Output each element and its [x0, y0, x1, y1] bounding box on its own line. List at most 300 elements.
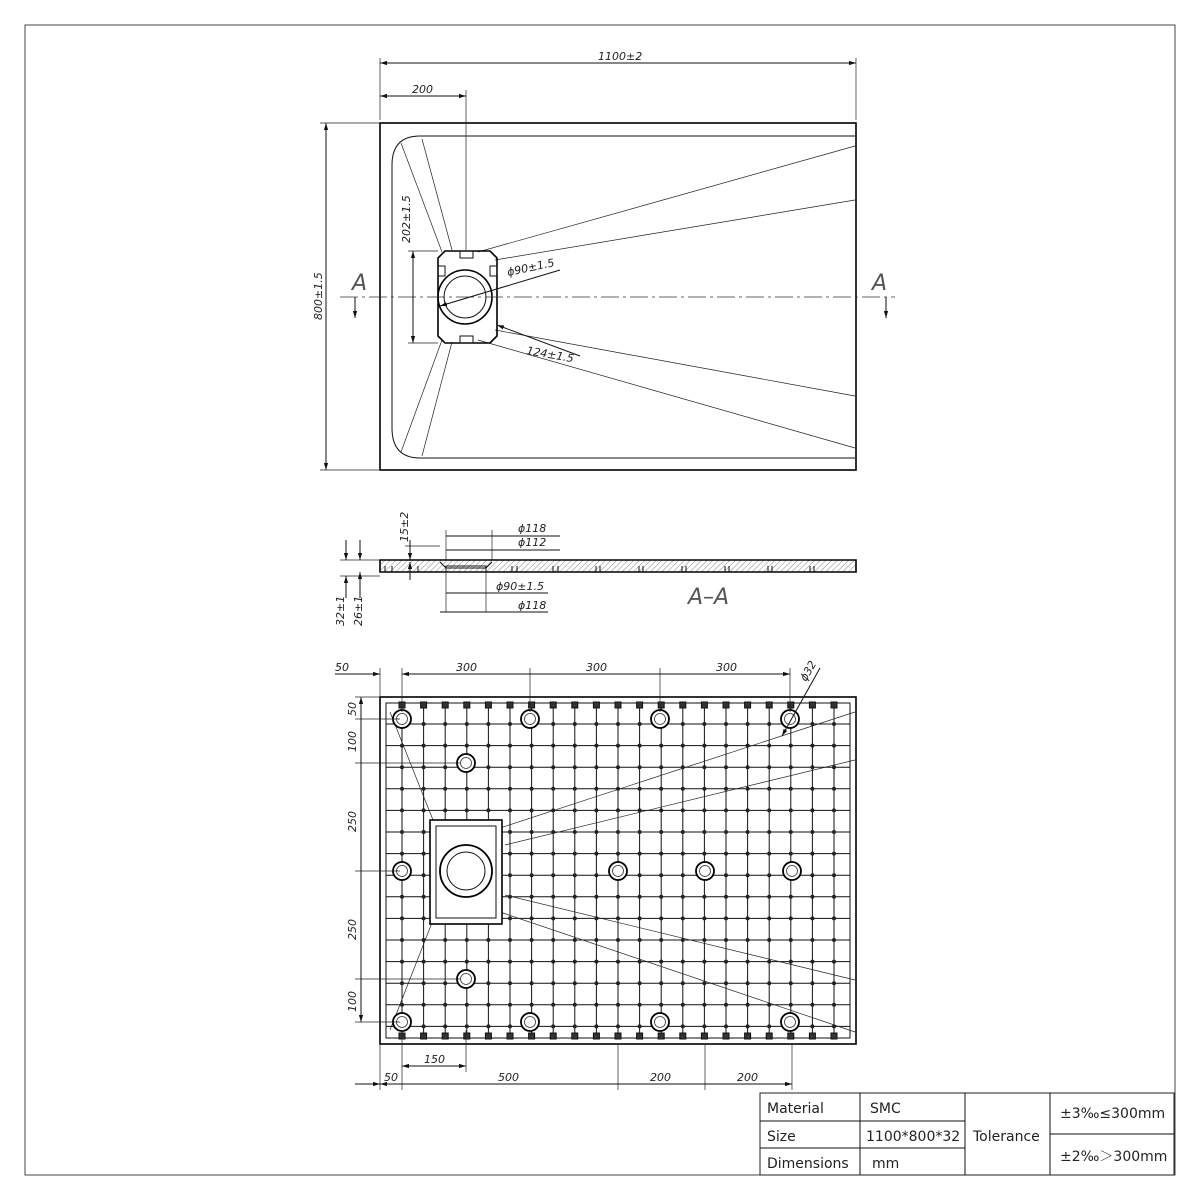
rib-node — [486, 938, 490, 942]
svg-text:ϕ90±1.5: ϕ90±1.5 — [505, 256, 556, 279]
rib-node — [810, 1024, 814, 1028]
edge-boss — [464, 1033, 470, 1039]
rib-node — [659, 830, 663, 834]
edge-boss — [745, 702, 751, 708]
rib-node — [746, 765, 750, 769]
rib-node — [508, 852, 512, 856]
rib-node — [422, 765, 426, 769]
rib-node — [659, 873, 663, 877]
rib-node — [681, 787, 685, 791]
rib-node — [530, 787, 534, 791]
rib-node — [530, 808, 534, 812]
sheet-border — [25, 25, 1175, 1175]
svg-text:32±1: 32±1 — [334, 595, 347, 626]
rib-node — [616, 1024, 620, 1028]
rib-node — [443, 938, 447, 942]
rib-node — [767, 744, 771, 748]
svg-text:ϕ112: ϕ112 — [518, 536, 547, 549]
rib-node — [724, 830, 728, 834]
rib-node — [767, 895, 771, 899]
rib-node — [400, 808, 404, 812]
rib-node — [573, 895, 577, 899]
rib-node — [810, 981, 814, 985]
rib-node — [422, 722, 426, 726]
rib-node — [767, 765, 771, 769]
rib-node — [400, 765, 404, 769]
rib-node — [832, 938, 836, 942]
edge-boss — [550, 1033, 556, 1039]
edge-boss — [831, 702, 837, 708]
rib-node — [594, 938, 598, 942]
rib-node — [530, 981, 534, 985]
rib-node — [616, 765, 620, 769]
dim-drain-offset — [380, 83, 466, 250]
rib-node — [638, 938, 642, 942]
rib-node — [616, 1003, 620, 1007]
svg-text:1100±2: 1100±2 — [598, 50, 643, 63]
rib-node — [465, 787, 469, 791]
rib-node — [422, 1003, 426, 1007]
rib-node — [400, 830, 404, 834]
rib-node — [724, 1024, 728, 1028]
edge-boss — [723, 702, 729, 708]
rib-node — [594, 830, 598, 834]
rib-node — [724, 895, 728, 899]
rib-node — [400, 895, 404, 899]
edge-boss — [593, 702, 599, 708]
rib-node — [573, 744, 577, 748]
rib-node — [486, 981, 490, 985]
rib-node — [832, 808, 836, 812]
rib-node — [573, 1024, 577, 1028]
dim-height-26 — [352, 540, 365, 626]
rib-node — [767, 830, 771, 834]
edge-boss — [421, 1033, 427, 1039]
svg-text:300: 300 — [586, 661, 607, 674]
rib-node — [400, 787, 404, 791]
svg-text:26±1: 26±1 — [352, 595, 365, 626]
rib-node — [530, 938, 534, 942]
rib-node — [638, 960, 642, 964]
rib-node — [508, 916, 512, 920]
rib-node — [486, 1024, 490, 1028]
edge-boss — [637, 1033, 643, 1039]
rib-node — [702, 1024, 706, 1028]
tray-outline — [380, 123, 856, 470]
rib-node — [724, 744, 728, 748]
rib-node — [724, 1003, 728, 1007]
rib-node — [832, 873, 836, 877]
rib-node — [767, 852, 771, 856]
rib-node — [746, 981, 750, 985]
rib-node — [702, 1003, 706, 1007]
rib-node — [638, 744, 642, 748]
rib-node — [789, 916, 793, 920]
section-mark-left: A — [352, 271, 368, 296]
rib-node — [486, 1003, 490, 1007]
rib-node — [681, 981, 685, 985]
material-label: Material — [767, 1101, 824, 1117]
rib-node — [724, 722, 728, 726]
rib-node — [724, 787, 728, 791]
svg-text:150: 150 — [424, 1053, 445, 1066]
svg-text:ϕ32: ϕ32 — [797, 658, 820, 684]
rib-node — [551, 722, 555, 726]
rib-node — [681, 722, 685, 726]
rib-node — [422, 830, 426, 834]
rib-node — [681, 852, 685, 856]
rib-node — [702, 960, 706, 964]
size-label: Size — [767, 1129, 796, 1145]
rib-node — [832, 981, 836, 985]
tolerance-large: ±2‰＞300mm — [1060, 1149, 1168, 1165]
rib-node — [789, 960, 793, 964]
rib-node — [810, 744, 814, 748]
rib-node — [551, 1024, 555, 1028]
rib-node — [810, 960, 814, 964]
rib-node — [508, 1024, 512, 1028]
edge-boss — [529, 1033, 535, 1039]
rib-node — [594, 895, 598, 899]
rib-node — [594, 1003, 598, 1007]
rib-node — [508, 938, 512, 942]
rib-node — [832, 895, 836, 899]
rib-node — [659, 960, 663, 964]
rib-node — [573, 787, 577, 791]
rib-node — [551, 938, 555, 942]
rib-node — [508, 1003, 512, 1007]
edge-boss — [421, 702, 427, 708]
svg-text:100: 100 — [346, 731, 359, 752]
rib-node — [422, 895, 426, 899]
rib-node — [486, 808, 490, 812]
bottom-drain-block — [430, 820, 502, 924]
edge-boss — [809, 1033, 815, 1039]
rib-node — [659, 787, 663, 791]
rib-node — [486, 744, 490, 748]
rib-node — [810, 938, 814, 942]
rib-node — [659, 808, 663, 812]
rib-node — [789, 1003, 793, 1007]
rib-node — [659, 765, 663, 769]
rib-node — [746, 895, 750, 899]
rib-node — [422, 808, 426, 812]
rib-node — [638, 765, 642, 769]
rib-node — [810, 916, 814, 920]
rib-node — [530, 873, 534, 877]
rib-node — [594, 1024, 598, 1028]
rib-node — [810, 895, 814, 899]
rib-node — [573, 765, 577, 769]
edge-boss — [680, 1033, 686, 1039]
material-value: SMC — [870, 1101, 901, 1117]
rib-node — [465, 808, 469, 812]
rib-node — [832, 916, 836, 920]
rib-node — [551, 981, 555, 985]
edge-boss — [615, 1033, 621, 1039]
rib-node — [573, 873, 577, 877]
rib-node — [832, 787, 836, 791]
rib-node — [767, 960, 771, 964]
rib-node — [746, 830, 750, 834]
edge-boss — [464, 702, 470, 708]
rib-node — [551, 1003, 555, 1007]
rib-node — [465, 1024, 469, 1028]
rib-node — [551, 916, 555, 920]
svg-text:200: 200 — [650, 1071, 671, 1084]
rib-node — [681, 1003, 685, 1007]
rib-node — [702, 722, 706, 726]
rib-node — [638, 873, 642, 877]
rib-node — [832, 852, 836, 856]
edge-boss — [529, 702, 535, 708]
rib-node — [638, 787, 642, 791]
rib-node — [422, 916, 426, 920]
support-foot-hole — [781, 1013, 799, 1031]
rib-node — [594, 960, 598, 964]
rib-node — [573, 852, 577, 856]
rib-node — [443, 765, 447, 769]
rib-node — [810, 852, 814, 856]
rib-node — [832, 744, 836, 748]
rib-node — [767, 787, 771, 791]
rib-node — [443, 1003, 447, 1007]
rib-node — [551, 960, 555, 964]
rib-node — [422, 981, 426, 985]
rib-node — [551, 895, 555, 899]
edge-boss — [593, 1033, 599, 1039]
support-foot-hole — [609, 862, 627, 880]
rib-node — [594, 722, 598, 726]
rib-node — [638, 852, 642, 856]
rib-node — [746, 938, 750, 942]
rib-node — [508, 960, 512, 964]
rib-node — [659, 744, 663, 748]
dim-drain-box-height — [400, 195, 438, 343]
edge-boss — [788, 1033, 794, 1039]
support-foot-hole — [521, 1013, 539, 1031]
tolerance-label: Tolerance — [973, 1129, 1040, 1145]
rib-node — [789, 744, 793, 748]
rib-node — [616, 830, 620, 834]
rib-node — [530, 916, 534, 920]
dim-drain-diameter — [440, 256, 560, 306]
rib-node — [789, 852, 793, 856]
dim-width — [312, 123, 380, 470]
size-value: 1100*800*32 — [866, 1129, 961, 1145]
rib-node — [724, 852, 728, 856]
edge-boss — [788, 702, 794, 708]
rib-node — [573, 938, 577, 942]
edge-boss — [572, 1033, 578, 1039]
rib-node — [702, 787, 706, 791]
rib-node — [486, 960, 490, 964]
svg-text:500: 500 — [498, 1071, 519, 1084]
rib-node — [443, 1024, 447, 1028]
rib-node — [486, 787, 490, 791]
rib-node — [508, 873, 512, 877]
title-block — [760, 1093, 1174, 1175]
rib-node — [551, 765, 555, 769]
rib-node — [465, 960, 469, 964]
rib-node — [594, 852, 598, 856]
rib-node — [616, 895, 620, 899]
rib-node — [810, 808, 814, 812]
rib-node — [594, 744, 598, 748]
rib-node — [573, 1003, 577, 1007]
edge-boss — [442, 1033, 448, 1039]
rib-node — [767, 722, 771, 726]
rib-node — [530, 830, 534, 834]
rib-node — [573, 722, 577, 726]
rib-node — [573, 960, 577, 964]
support-foot-hole — [783, 862, 801, 880]
rib-node — [551, 744, 555, 748]
edge-boss — [550, 702, 556, 708]
rib-node — [746, 960, 750, 964]
svg-text:ϕ90±1.5: ϕ90±1.5 — [496, 580, 544, 593]
rib-node — [810, 1003, 814, 1007]
rib-node — [659, 1003, 663, 1007]
rib-node — [616, 722, 620, 726]
rib-node — [400, 938, 404, 942]
rib-node — [638, 981, 642, 985]
support-foot-hole — [696, 862, 714, 880]
rib-node — [508, 744, 512, 748]
rib-node — [443, 981, 447, 985]
rib-node — [702, 916, 706, 920]
rib-node — [724, 765, 728, 769]
rib-node — [638, 916, 642, 920]
rib-node — [443, 808, 447, 812]
edge-boss — [485, 1033, 491, 1039]
section-title: A–A — [688, 585, 730, 610]
rib-node — [400, 981, 404, 985]
rib-node — [702, 744, 706, 748]
dim-d118-bottom — [440, 599, 548, 612]
rib-node — [746, 808, 750, 812]
rib-node — [789, 981, 793, 985]
edge-boss — [572, 702, 578, 708]
rib-node — [767, 873, 771, 877]
rib-node — [681, 808, 685, 812]
svg-text:50: 50 — [346, 702, 359, 716]
rib-node — [724, 960, 728, 964]
rib-node — [702, 938, 706, 942]
rib-node — [681, 895, 685, 899]
rib-node — [659, 852, 663, 856]
rib-node — [530, 852, 534, 856]
rib-node — [616, 938, 620, 942]
edge-boss — [507, 702, 513, 708]
rib-node — [832, 1003, 836, 1007]
rib-node — [789, 895, 793, 899]
rib-node — [508, 830, 512, 834]
rib-node — [702, 808, 706, 812]
rib-node — [551, 873, 555, 877]
rib-node — [746, 852, 750, 856]
rib-node — [659, 981, 663, 985]
rib-node — [702, 765, 706, 769]
rib-node — [767, 808, 771, 812]
rib-node — [659, 938, 663, 942]
rib-node — [638, 895, 642, 899]
svg-text:ϕ118: ϕ118 — [518, 599, 547, 612]
rib-node — [465, 938, 469, 942]
rib-node — [810, 787, 814, 791]
rib-node — [638, 1024, 642, 1028]
rib-node — [789, 808, 793, 812]
dim-drain-box-width — [497, 325, 580, 365]
rib-node — [573, 916, 577, 920]
rib-node — [573, 981, 577, 985]
rib-node — [681, 916, 685, 920]
rib-node — [638, 1003, 642, 1007]
edge-boss — [831, 1033, 837, 1039]
rib-node — [400, 960, 404, 964]
svg-text:300: 300 — [456, 661, 477, 674]
rib-node — [422, 787, 426, 791]
rib-node — [832, 722, 836, 726]
rib-node — [530, 1003, 534, 1007]
rib-node — [594, 873, 598, 877]
dimensions-value: mm — [872, 1156, 900, 1172]
rib-node — [638, 830, 642, 834]
rib-node — [465, 744, 469, 748]
rib-node — [400, 916, 404, 920]
rib-node — [465, 722, 469, 726]
rib-node — [443, 787, 447, 791]
rib-node — [530, 744, 534, 748]
rib-node — [443, 960, 447, 964]
section-mark-right: A — [872, 271, 888, 296]
rib-node — [530, 960, 534, 964]
rib-node — [681, 873, 685, 877]
support-foot-hole — [521, 710, 539, 728]
edge-boss — [680, 702, 686, 708]
edge-boss — [658, 702, 664, 708]
rib-node — [746, 873, 750, 877]
rib-node — [681, 960, 685, 964]
svg-text:50: 50 — [335, 661, 349, 674]
rib-node — [724, 808, 728, 812]
rib-node — [443, 744, 447, 748]
rib-node — [422, 960, 426, 964]
rib-node — [465, 1003, 469, 1007]
edge-boss — [615, 702, 621, 708]
rib-node — [422, 852, 426, 856]
svg-text:250: 250 — [346, 919, 359, 940]
rib-node — [832, 830, 836, 834]
rib-node — [573, 808, 577, 812]
edge-boss — [809, 702, 815, 708]
rib-node — [724, 938, 728, 942]
rib-node — [702, 852, 706, 856]
support-foot-hole — [651, 1013, 669, 1031]
rib-node — [681, 744, 685, 748]
rib-node — [810, 873, 814, 877]
rib-node — [789, 830, 793, 834]
rib-node — [616, 981, 620, 985]
svg-text:250: 250 — [346, 811, 359, 832]
edge-boss — [637, 702, 643, 708]
svg-text:50: 50 — [384, 1071, 398, 1084]
edge-boss — [701, 702, 707, 708]
support-foot-hole — [781, 710, 799, 728]
rib-node — [616, 916, 620, 920]
rib-node — [486, 722, 490, 726]
rib-node — [594, 765, 598, 769]
